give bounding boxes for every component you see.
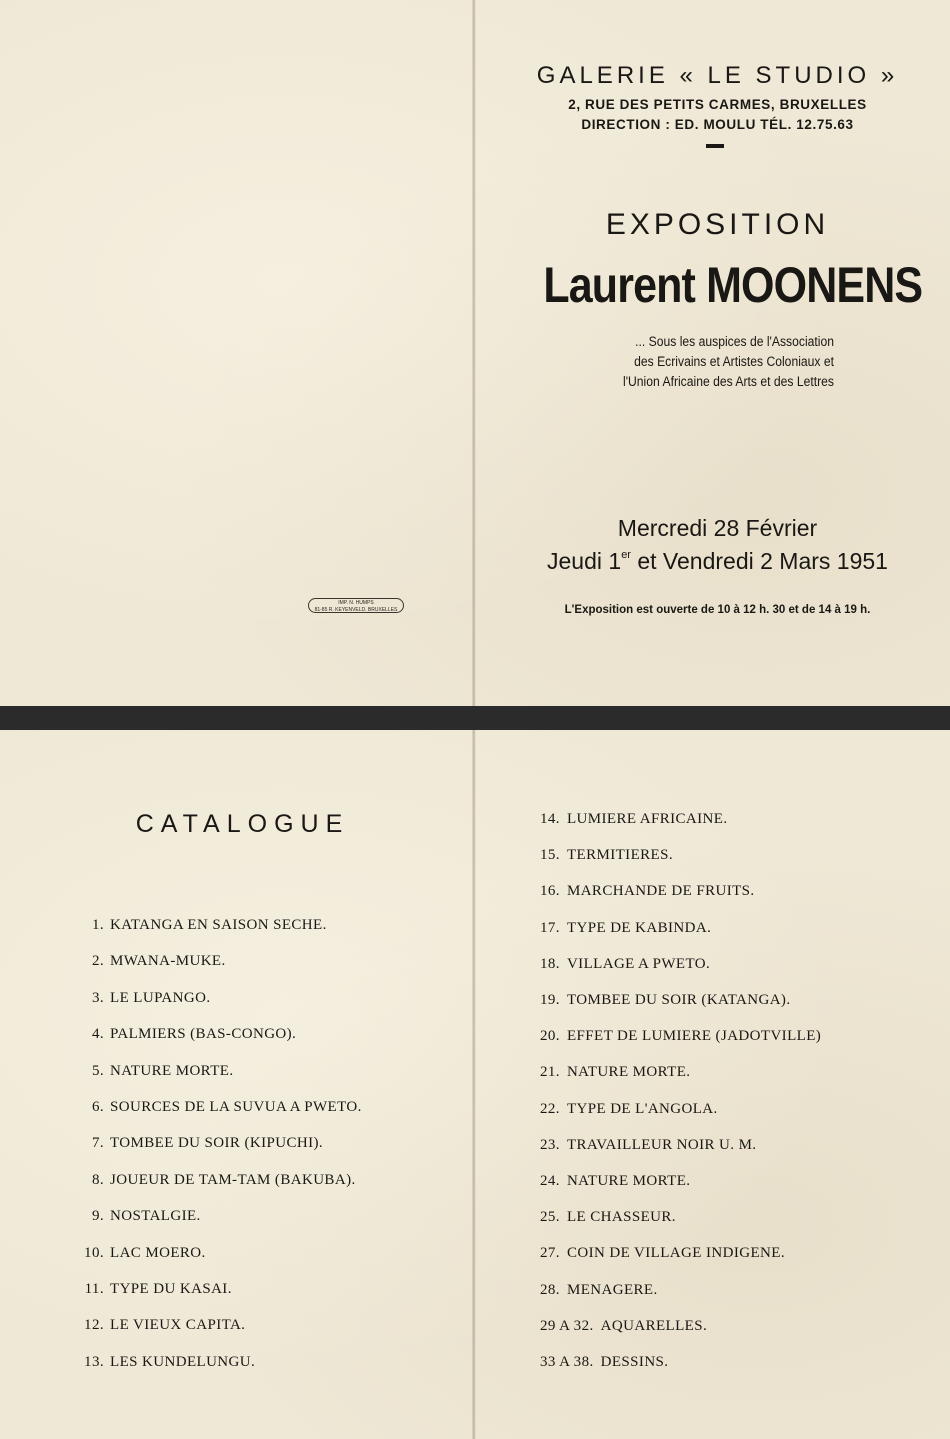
catalogue-item-title: LAC MOERO. xyxy=(110,1244,206,1261)
catalogue-item xyxy=(80,1024,296,1044)
catalogue-item-title: EFFET DE LUMIERE (JADOTVILLE) xyxy=(566,1028,822,1045)
catalogue-item xyxy=(540,1243,785,1263)
catalogue-item-number: 4. xyxy=(91,1026,104,1043)
catalogue-item-title: TRAVAILLEUR NOIR U. M. xyxy=(566,1136,757,1153)
catalogue-item-number: 15. xyxy=(540,847,560,864)
catalogue-item xyxy=(80,1061,233,1081)
catalogue-item xyxy=(80,1352,255,1372)
catalogue-item-number: 27. xyxy=(540,1245,560,1262)
printer-stamp-line: 81-85 R. KEYENVELD. BRUXELLES xyxy=(314,606,398,613)
catalogue-item-number: 20. xyxy=(540,1028,560,1045)
catalogue-item-number: 5. xyxy=(91,1062,104,1079)
auspices-line: ... Sous les auspices de l'Association xyxy=(635,334,834,349)
gallery-direction: DIRECTION : ED. MOULU TÉL. 12.75.63 xyxy=(581,117,854,132)
catalogue-item-number: 13. xyxy=(84,1353,104,1370)
catalogue-item-title: LE CHASSEUR. xyxy=(566,1209,676,1226)
catalogue-item-number: 17. xyxy=(540,919,560,936)
date-line-2-start: Jeudi 1 xyxy=(547,548,622,574)
catalogue-item xyxy=(540,845,673,865)
printer-stamp xyxy=(308,598,404,613)
catalogue-item-number: 12. xyxy=(84,1317,104,1334)
date-line-2-end: et Vendredi 2 Mars 1951 xyxy=(630,548,888,574)
catalogue-item-title: TYPE DU KASAI. xyxy=(110,1281,232,1297)
catalogue-item xyxy=(80,988,211,1008)
catalogue-item-number: 22. xyxy=(540,1100,560,1117)
catalogue-item-number: 10. xyxy=(84,1244,104,1261)
catalogue-item-number: 29 A 32. xyxy=(540,1317,594,1334)
gallery-name: GALERIE « LE STUDIO » xyxy=(536,62,899,89)
opening-hours: L'Exposition est ouverte de 10 à 12 h. 30 et de 14 à 19 h. xyxy=(564,604,871,616)
catalogue-item-number: 8. xyxy=(91,1171,104,1188)
catalogue-item xyxy=(80,1133,323,1153)
catalogue-item-title: JOUEUR DE TAM-TAM (BAKUBA). xyxy=(110,1171,356,1188)
catalogue-item-number: 21. xyxy=(540,1064,560,1081)
catalogue-item xyxy=(540,1352,668,1372)
catalogue-item xyxy=(80,1206,201,1226)
catalogue-item xyxy=(540,1171,690,1191)
date-line-2 xyxy=(515,548,920,575)
date-line-1: Mercredi 28 Février xyxy=(617,515,818,541)
catalogue-item-title: KATANGA EN SAISON SECHE. xyxy=(110,917,327,933)
catalogue-item-title: MWANA-MUKE. xyxy=(110,953,226,970)
catalogue-item xyxy=(540,1135,756,1155)
catalogue-item-title: MENAGERE. xyxy=(566,1281,658,1298)
catalogue-item xyxy=(540,1280,658,1300)
catalogue-item-number: 18. xyxy=(540,955,560,972)
catalogue-item-number: 3. xyxy=(91,989,104,1006)
catalogue-item xyxy=(80,1097,362,1117)
catalogue-item xyxy=(80,951,226,971)
catalogue-item xyxy=(80,1315,245,1335)
catalogue-item xyxy=(540,881,755,901)
catalogue-item-number: 11. xyxy=(84,1281,104,1297)
catalogue-item-title: TERMITIERES. xyxy=(566,847,673,864)
catalogue-title: CATALOGUE xyxy=(135,810,350,838)
catalogue-item-number: 28. xyxy=(540,1281,560,1298)
catalogue-item-title: LE VIEUX CAPITA. xyxy=(110,1317,246,1334)
catalogue-item xyxy=(80,915,327,935)
catalogue-item-title: TOMBEE DU SOIR (KATANGA). xyxy=(566,992,791,1008)
catalogue-item-number: 6. xyxy=(91,1099,104,1115)
catalogue-item-number: 7. xyxy=(91,1135,104,1152)
catalogue-item-title: NATURE MORTE. xyxy=(110,1062,234,1079)
catalogue-item-title: AQUARELLES. xyxy=(600,1317,708,1334)
dash-rule xyxy=(706,144,724,148)
catalogue-item-number: 16. xyxy=(540,883,560,900)
catalogue-item-title: TYPE DE L'ANGOLA. xyxy=(566,1100,718,1117)
catalogue-item-number: 33 A 38. xyxy=(540,1354,594,1370)
exposition-label: EXPOSITION xyxy=(605,208,830,241)
auspices-line: des Ecrivains et Artistes Coloniaux et xyxy=(634,354,834,369)
cover-sheet xyxy=(0,0,950,706)
catalogue-item xyxy=(540,1099,718,1119)
catalogue-item-title: COIN DE VILLAGE INDIGENE. xyxy=(566,1245,785,1262)
catalogue-item-number: 1. xyxy=(91,917,104,933)
catalogue-item-title: NOSTALGIE. xyxy=(110,1208,201,1225)
catalogue-item-number: 14. xyxy=(540,811,560,827)
catalogue-item-title: SOURCES DE LA SUVUA A PWETO. xyxy=(110,1099,362,1115)
catalogue-item xyxy=(540,1316,707,1336)
catalogue-item xyxy=(540,1207,676,1227)
catalogue-item xyxy=(540,918,711,938)
catalogue-item-title: LUMIERE AFRICAINE. xyxy=(566,811,728,827)
catalogue-item-title: LE LUPANGO. xyxy=(110,989,211,1006)
fold-crease xyxy=(472,0,476,706)
catalogue-item xyxy=(80,1170,356,1190)
catalogue-item-number: 24. xyxy=(540,1173,560,1189)
catalogue-item xyxy=(80,1279,232,1299)
catalogue-item-number: 2. xyxy=(91,953,104,970)
fold-crease xyxy=(472,730,476,1439)
catalogue-item xyxy=(540,1026,821,1046)
catalogue-item-title: NATURE MORTE. xyxy=(566,1173,691,1189)
catalogue-item xyxy=(80,1243,206,1263)
catalogue-item-number: 19. xyxy=(540,992,560,1008)
catalogue-item-title: TYPE DE KABINDA. xyxy=(566,919,712,936)
catalogue-item-title: DESSINS. xyxy=(600,1354,669,1370)
catalogue-item xyxy=(540,954,710,974)
catalogue-item-title: PALMIERS (BAS-CONGO). xyxy=(110,1026,297,1043)
catalogue-item-title: LES KUNDELUNGU. xyxy=(110,1353,256,1370)
catalogue-item xyxy=(540,809,728,829)
auspices-line: l'Union Africaine des Arts et des Lettres xyxy=(622,374,834,389)
catalogue-item-number: 23. xyxy=(540,1136,560,1153)
catalogue-item-number: 25. xyxy=(540,1209,560,1226)
auspices-text xyxy=(589,332,834,392)
catalogue-item-title: NATURE MORTE. xyxy=(566,1064,691,1081)
catalogue-item-number: 9. xyxy=(91,1208,104,1225)
date-line-2-ordinal: er xyxy=(621,549,631,562)
catalogue-item-title: MARCHANDE DE FRUITS. xyxy=(566,883,755,900)
printer-stamp-line: IMP. N. HUMPS xyxy=(338,600,374,606)
catalogue-item xyxy=(540,990,790,1010)
catalogue-item xyxy=(540,1062,690,1082)
artist-name: Laurent MOONENS xyxy=(543,257,923,313)
catalogue-item-title: TOMBEE DU SOIR (KIPUCHI). xyxy=(110,1135,324,1152)
scan-divider xyxy=(0,706,950,730)
catalogue-item-title: VILLAGE A PWETO. xyxy=(566,955,711,972)
gallery-address: 2, RUE DES PETITS CARMES, BRUXELLES xyxy=(568,97,867,112)
